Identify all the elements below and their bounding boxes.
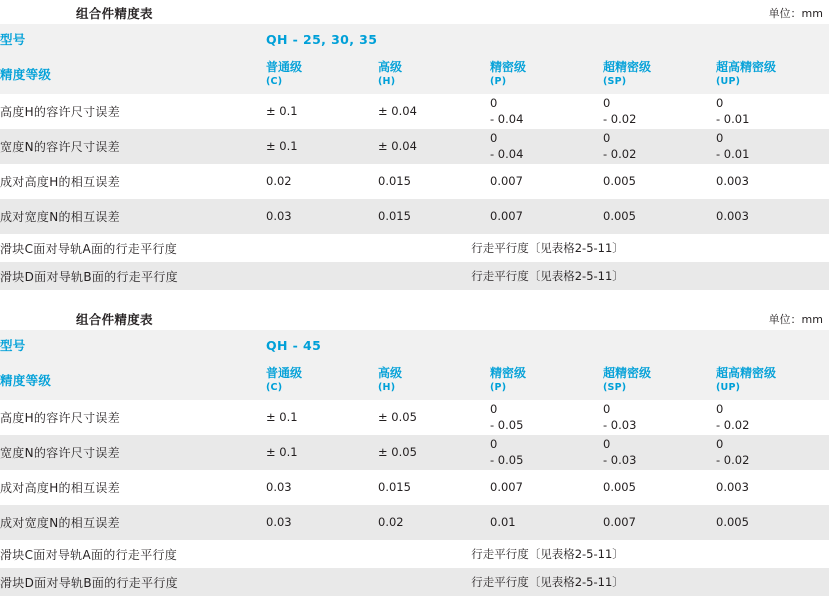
value-cell: 0.005 xyxy=(603,199,716,234)
table-header-1 xyxy=(0,0,829,24)
value-line-1: 0 xyxy=(603,436,611,451)
grade-name: 精密级 xyxy=(490,60,527,75)
note-value: 行走平行度〔见表格2-5-11〕 xyxy=(266,234,829,262)
table-row xyxy=(0,199,829,234)
value-line-2: - 0.05 xyxy=(490,417,524,432)
precision-table-2 xyxy=(0,330,829,596)
table-header-2 xyxy=(0,306,829,330)
table-row xyxy=(0,540,829,568)
value-cell xyxy=(490,94,603,129)
grade-label: 精度等级 xyxy=(0,54,266,94)
value-line-1: 0 xyxy=(490,95,498,110)
value-line-2: - 0.02 xyxy=(716,417,750,432)
grade-name: 高级 xyxy=(378,60,403,75)
value-cell: 0.015 xyxy=(378,199,490,234)
table-row xyxy=(0,360,829,400)
table-row xyxy=(0,24,829,54)
table-row xyxy=(0,234,829,262)
table-row xyxy=(0,400,829,435)
grade-column-header xyxy=(716,360,829,400)
value-cell: 0.007 xyxy=(490,470,603,505)
grade-name: 普通级 xyxy=(266,60,303,75)
value-cell: 0.003 xyxy=(716,470,829,505)
value-line-2: - 0.01 xyxy=(716,111,750,126)
value-line-1: 0 xyxy=(603,401,611,416)
value-cell xyxy=(603,400,716,435)
row-label: 成对宽度N的相互误差 xyxy=(0,199,266,234)
value-cell: 0.02 xyxy=(266,164,378,199)
note-value: 行走平行度〔见表格2-5-11〕 xyxy=(266,262,829,290)
value-line-2: - 0.02 xyxy=(716,452,750,467)
value-cell xyxy=(716,129,829,164)
value-cell: 0.007 xyxy=(490,164,603,199)
grade-name: 普通级 xyxy=(266,366,303,381)
value-cell xyxy=(378,435,490,470)
value-cell: 0.03 xyxy=(266,505,378,540)
value-cell xyxy=(490,435,603,470)
note-value: 行走平行度〔见表格2-5-11〕 xyxy=(266,540,829,568)
grade-code: (H) xyxy=(378,76,396,88)
value-line-2: - 0.03 xyxy=(603,417,637,432)
value-line-1: ± 0.1 xyxy=(266,444,298,459)
row-label: 滑块D面对导轨B面的行走平行度 xyxy=(0,262,266,290)
value-cell xyxy=(716,94,829,129)
value-cell: 0.03 xyxy=(266,470,378,505)
table-row xyxy=(0,470,829,505)
value-line-1: 0 xyxy=(603,130,611,145)
value-cell xyxy=(603,129,716,164)
value-cell xyxy=(378,400,490,435)
table-row xyxy=(0,568,829,596)
table-row xyxy=(0,330,829,360)
value-line-2: - 0.03 xyxy=(603,452,637,467)
grade-column-header xyxy=(378,360,490,400)
value-line-1: 0 xyxy=(490,436,498,451)
value-cell: 0.005 xyxy=(716,505,829,540)
grade-code: (C) xyxy=(266,76,283,88)
value-line-1: 0 xyxy=(716,130,724,145)
row-label: 成对高度H的相互误差 xyxy=(0,470,266,505)
grade-code: (H) xyxy=(378,382,396,394)
table-title: 组合件精度表 xyxy=(76,312,153,327)
value-cell xyxy=(266,129,378,164)
grade-code: (P) xyxy=(490,382,507,394)
table-unit: 单位：mm xyxy=(768,313,823,326)
value-line-1: 0 xyxy=(490,130,498,145)
value-cell xyxy=(716,435,829,470)
value-cell: 0.015 xyxy=(378,470,490,505)
table-title: 组合件精度表 xyxy=(76,6,153,21)
value-cell: 0.015 xyxy=(378,164,490,199)
model-value: QH - 25, 30, 35 xyxy=(266,24,829,54)
table-row xyxy=(0,54,829,94)
grade-code: (UP) xyxy=(716,382,741,394)
grade-column-header xyxy=(603,54,716,94)
table-unit: 单位：mm xyxy=(768,7,823,20)
table-row xyxy=(0,262,829,290)
value-line-2: - 0.01 xyxy=(716,146,750,161)
precision-table-block-1 xyxy=(0,0,829,290)
value-line-1: ± 0.1 xyxy=(266,103,298,118)
grade-name: 超精密级 xyxy=(603,60,652,75)
value-line-1: 0 xyxy=(716,436,724,451)
value-line-1: ± 0.05 xyxy=(378,444,417,459)
row-label: 滑块C面对导轨A面的行走平行度 xyxy=(0,540,266,568)
grade-name: 精密级 xyxy=(490,366,527,381)
value-cell: 0.003 xyxy=(716,164,829,199)
row-label: 高度H的容许尺寸误差 xyxy=(0,94,266,129)
value-line-2: - 0.02 xyxy=(603,111,637,126)
grade-column-header xyxy=(266,54,378,94)
table-separator xyxy=(0,290,829,306)
grade-column-header xyxy=(490,360,603,400)
row-label: 成对高度H的相互误差 xyxy=(0,164,266,199)
table-row xyxy=(0,94,829,129)
value-line-1: ± 0.04 xyxy=(378,138,417,153)
value-line-1: 0 xyxy=(603,95,611,110)
grade-name: 高级 xyxy=(378,366,403,381)
value-line-2: - 0.04 xyxy=(490,111,524,126)
value-cell xyxy=(603,435,716,470)
grade-column-header xyxy=(490,54,603,94)
row-label: 成对宽度N的相互误差 xyxy=(0,505,266,540)
grade-code: (SP) xyxy=(603,382,627,394)
value-cell: 0.03 xyxy=(266,199,378,234)
value-line-1: ± 0.1 xyxy=(266,138,298,153)
row-label: 宽度N的容许尺寸误差 xyxy=(0,435,266,470)
value-cell: 0.005 xyxy=(603,164,716,199)
value-cell: 0.007 xyxy=(490,199,603,234)
value-line-2: - 0.05 xyxy=(490,452,524,467)
value-cell: 0.007 xyxy=(603,505,716,540)
table-row xyxy=(0,164,829,199)
grade-name: 超高精密级 xyxy=(716,60,777,75)
grade-column-header xyxy=(266,360,378,400)
value-cell: 0.02 xyxy=(378,505,490,540)
grade-name: 超高精密级 xyxy=(716,366,777,381)
value-line-2: - 0.02 xyxy=(603,146,637,161)
grade-column-header xyxy=(378,54,490,94)
value-cell: 0.003 xyxy=(716,199,829,234)
value-line-1: 0 xyxy=(716,95,724,110)
value-cell xyxy=(266,435,378,470)
grade-code: (SP) xyxy=(603,76,627,88)
row-label: 宽度N的容许尺寸误差 xyxy=(0,129,266,164)
value-cell xyxy=(490,400,603,435)
grade-name: 超精密级 xyxy=(603,366,652,381)
precision-table-1 xyxy=(0,24,829,290)
value-cell xyxy=(716,400,829,435)
value-line-1: ± 0.04 xyxy=(378,103,417,118)
model-label: 型号 xyxy=(0,330,266,360)
value-cell xyxy=(266,400,378,435)
precision-table-block-2 xyxy=(0,306,829,596)
value-cell: 0.005 xyxy=(603,470,716,505)
value-cell xyxy=(490,129,603,164)
value-line-2: - 0.04 xyxy=(490,146,524,161)
model-label: 型号 xyxy=(0,24,266,54)
value-line-1: ± 0.05 xyxy=(378,409,417,424)
value-cell: 0.01 xyxy=(490,505,603,540)
value-line-1: ± 0.1 xyxy=(266,409,298,424)
value-cell xyxy=(378,94,490,129)
grade-label: 精度等级 xyxy=(0,360,266,400)
row-label: 滑块C面对导轨A面的行走平行度 xyxy=(0,234,266,262)
value-cell xyxy=(603,94,716,129)
table-row xyxy=(0,129,829,164)
table-row xyxy=(0,505,829,540)
row-label: 滑块D面对导轨B面的行走平行度 xyxy=(0,568,266,596)
value-cell xyxy=(266,94,378,129)
row-label: 高度H的容许尺寸误差 xyxy=(0,400,266,435)
grade-code: (P) xyxy=(490,76,507,88)
value-line-1: 0 xyxy=(490,401,498,416)
grade-code: (UP) xyxy=(716,76,741,88)
value-cell xyxy=(378,129,490,164)
grade-column-header xyxy=(716,54,829,94)
value-line-1: 0 xyxy=(716,401,724,416)
note-value: 行走平行度〔见表格2-5-11〕 xyxy=(266,568,829,596)
grade-column-header xyxy=(603,360,716,400)
model-value: QH - 45 xyxy=(266,330,829,360)
grade-code: (C) xyxy=(266,382,283,394)
table-row xyxy=(0,435,829,470)
